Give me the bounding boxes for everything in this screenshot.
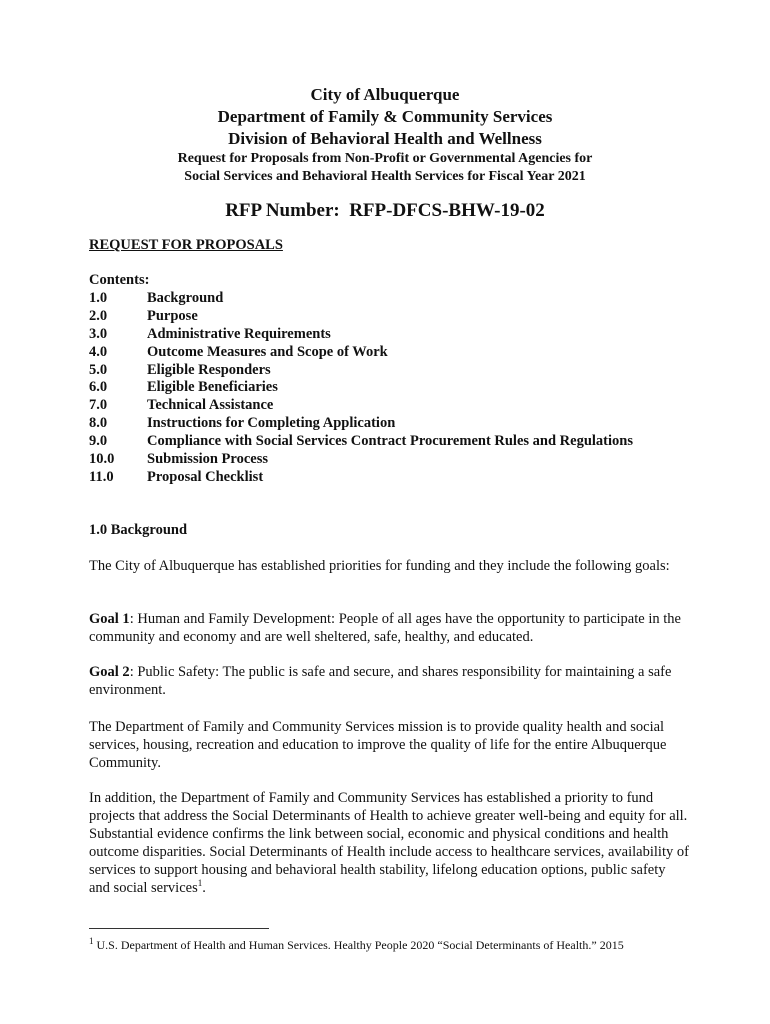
toc-item <box>89 308 633 326</box>
paragraph-goal-1 <box>89 610 689 646</box>
toc-number: 6.0 <box>89 379 108 396</box>
goal-1-label: Goal 1 <box>89 611 130 627</box>
toc-title: Compliance with Social Services Contract Procurement Rules and Regulations <box>147 433 633 450</box>
header-city: City of Albuquerque <box>310 85 460 104</box>
header-request-line-1: Request for Proposals from Non-Profit or Governmental Agencies for <box>177 151 593 166</box>
toc-title: Background <box>147 290 224 306</box>
toc-number: 10.0 <box>89 451 115 468</box>
toc-item <box>89 326 633 344</box>
toc-item <box>89 290 633 308</box>
addition-end: . <box>202 880 206 896</box>
header-department: Department of Family & Community Services <box>217 107 553 126</box>
document-header <box>0 84 770 186</box>
toc-item <box>89 344 633 362</box>
toc-title: Proposal Checklist <box>147 468 264 485</box>
paragraph-intro: The City of Albuquerque has established priorities for funding and they include the following goals: <box>89 558 670 574</box>
header-request-line-2: Social Services and Behavioral Health Services for Fiscal Year 2021 <box>184 169 586 184</box>
footnote <box>89 938 624 953</box>
toc-item <box>89 362 633 380</box>
toc-number: 8.0 <box>89 415 108 432</box>
toc-title: Eligible Responders <box>147 361 271 378</box>
toc-number: 1.0 <box>89 290 108 306</box>
contents-label: Contents: <box>89 272 150 288</box>
rfp-title: REQUEST FOR PROPOSALS <box>89 237 283 253</box>
footnote-text: U.S. Department of Health and Human Services. Healthy People 2020 “Social Determinants of Health.” 2015 <box>93 938 624 952</box>
toc-item <box>89 469 633 487</box>
toc-item <box>89 397 633 415</box>
toc-number: 5.0 <box>89 361 108 378</box>
toc-number: 3.0 <box>89 325 108 342</box>
toc-title: Technical Assistance <box>147 397 274 414</box>
goal-2-label: Goal 2 <box>89 664 130 680</box>
toc-item <box>89 379 633 397</box>
toc-number: 9.0 <box>89 433 108 450</box>
footnote-reference: 1 <box>197 878 203 889</box>
paragraph-addition <box>89 789 689 897</box>
footnote-divider <box>89 928 269 929</box>
toc-title: Administrative Requirements <box>147 325 331 342</box>
toc-number: 4.0 <box>89 343 108 360</box>
addition-text: In addition, the Department of Family and Community Services has established a priority to fund projects that address the Social Determinants of Health to achieve greater well-being and equity for all. Substantial evidence confirms the link between social, economic and physical conditions and health outcome disparities. Social Determinants of Health include access to healthcare services, availability of services to support housing and behavioral health stability, lifelong education options, public safety and social services <box>89 790 689 896</box>
paragraph-goal-2 <box>89 663 689 699</box>
goal-2-text: : Public Safety: The public is safe and secure, and shares responsibility for maintaining a safe environment. <box>89 664 672 698</box>
table-of-contents <box>89 290 633 487</box>
toc-title: Submission Process <box>147 451 268 468</box>
rfp-number: RFP Number: RFP-DFCS-BHW-19-02 <box>225 200 545 221</box>
paragraph-mission: The Department of Family and Community Services mission is to provide quality health and social services, housing, recreation and education to improve the quality of life for the entire Albuquerque Community. <box>89 719 667 771</box>
header-division: Division of Behavioral Health and Wellness <box>228 129 542 148</box>
toc-item <box>89 451 633 469</box>
toc-title: Outcome Measures and Scope of Work <box>147 343 388 360</box>
toc-title: Purpose <box>147 307 198 324</box>
toc-number: 7.0 <box>89 397 108 414</box>
toc-item <box>89 433 633 451</box>
section-heading-background: 1.0 Background <box>89 522 188 538</box>
goal-1-text: : Human and Family Development: People of all ages have the opportunity to participate in the community and economy and are well sheltered, safe, healthy, and educated. <box>89 611 681 645</box>
toc-number: 2.0 <box>89 307 108 324</box>
toc-title: Eligible Beneficiaries <box>147 379 278 396</box>
toc-title: Instructions for Completing Application <box>147 415 396 432</box>
footnote-marker: 1 <box>89 936 94 946</box>
toc-number: 11.0 <box>89 468 114 485</box>
toc-item <box>89 415 633 433</box>
